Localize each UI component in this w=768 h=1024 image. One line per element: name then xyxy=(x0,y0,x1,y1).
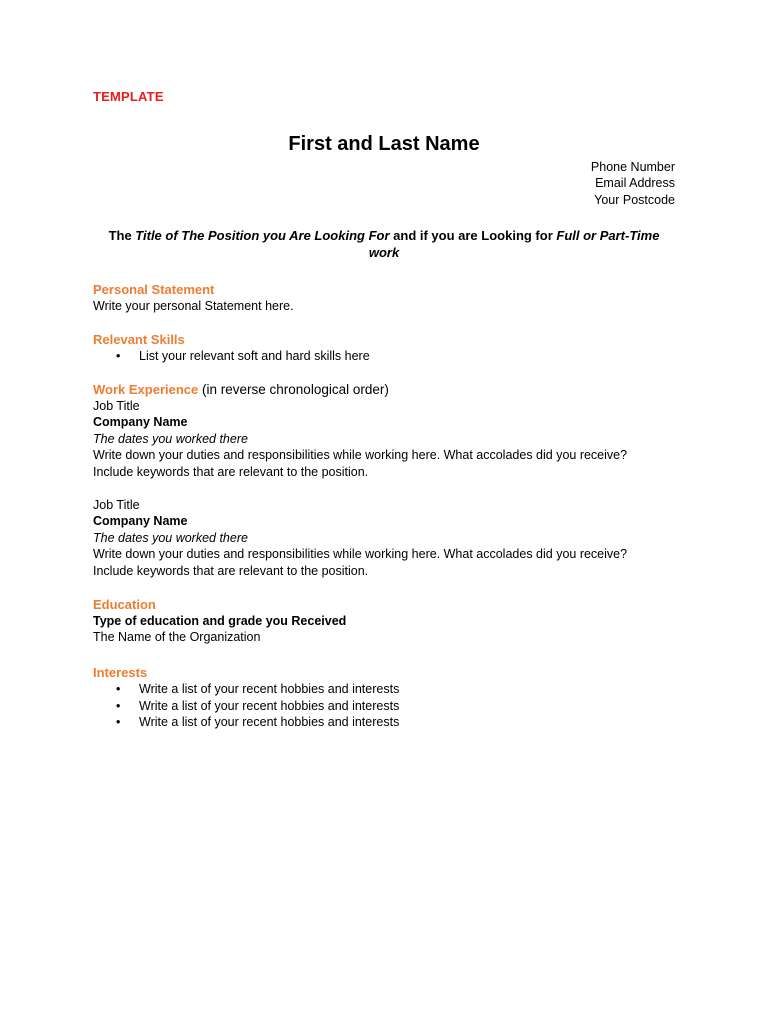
job-entry xyxy=(93,398,675,480)
job-dates: The dates you worked there xyxy=(93,431,248,446)
contact-block xyxy=(591,159,675,208)
company-name: Company Name xyxy=(93,514,188,529)
list-item xyxy=(93,681,675,698)
personal-statement-text: Write your personal Statement here. xyxy=(93,299,294,313)
list-item xyxy=(93,348,675,365)
interest-text: Write a list of your recent hobbies and interests xyxy=(139,682,400,696)
objective-text-1: The xyxy=(108,228,136,243)
bullet-icon: • xyxy=(116,698,121,713)
list-item xyxy=(93,714,675,731)
personal-statement-section xyxy=(93,281,675,314)
education-heading: Education xyxy=(93,597,156,612)
template-label: TEMPLATE xyxy=(93,89,164,104)
work-experience-note: (in reverse chronological order) xyxy=(198,382,389,397)
job-description-line-1: Write down your duties and responsibilities while working here. What accolades did you receive? xyxy=(93,448,628,463)
education-type: Type of education and grade you Received xyxy=(93,614,347,628)
job-title: Job Title xyxy=(93,399,140,413)
work-experience-section xyxy=(93,381,675,480)
work-experience-heading: Work Experience xyxy=(93,382,199,397)
relevant-skills-section xyxy=(93,331,675,365)
relevant-skills-heading: Relevant Skills xyxy=(93,332,185,347)
job-entry xyxy=(93,497,675,579)
personal-statement-heading: Personal Statement xyxy=(93,282,215,297)
objective-position: Title of The Position you Are Looking For xyxy=(135,228,390,243)
bullet-icon: • xyxy=(116,349,121,363)
resume-page xyxy=(93,0,675,1024)
work-experience-section-2 xyxy=(93,497,675,579)
interests-section xyxy=(93,664,675,731)
objective-text-2: and if you are Looking for xyxy=(389,228,557,243)
interests-list xyxy=(93,681,675,731)
bullet-icon: • xyxy=(116,715,121,730)
interest-text: Write a list of your recent hobbies and interests xyxy=(139,715,400,730)
education-section xyxy=(93,596,675,646)
objective-line xyxy=(93,227,675,261)
email-address: Email Address xyxy=(595,176,675,191)
interests-heading: Interests xyxy=(93,665,148,680)
objective-work: work xyxy=(368,245,400,260)
education-organization: The Name of the Organization xyxy=(93,630,261,645)
bullet-icon: • xyxy=(116,682,121,696)
phone-number: Phone Number xyxy=(590,160,675,174)
job-description-line-2: Include keywords that are relevant to the position. xyxy=(93,464,369,479)
skill-text: List your relevant soft and hard skills here xyxy=(139,349,370,363)
job-dates: The dates you worked there xyxy=(93,530,248,545)
job-description-line-2: Include keywords that are relevant to the position. xyxy=(93,563,369,578)
applicant-name: First and Last Name xyxy=(288,133,480,155)
company-name: Company Name xyxy=(93,415,188,430)
job-title: Job Title xyxy=(93,498,140,512)
job-description-line-1: Write down your duties and responsibilities while working here. What accolades did you receive? xyxy=(93,547,628,562)
list-item xyxy=(93,698,675,715)
postcode: Your Postcode xyxy=(594,192,675,207)
interest-text: Write a list of your recent hobbies and interests xyxy=(139,698,400,713)
skills-list xyxy=(93,348,675,365)
work-experience-heading-line xyxy=(93,381,675,398)
objective-work-type: Full or Part-Time xyxy=(556,228,660,243)
